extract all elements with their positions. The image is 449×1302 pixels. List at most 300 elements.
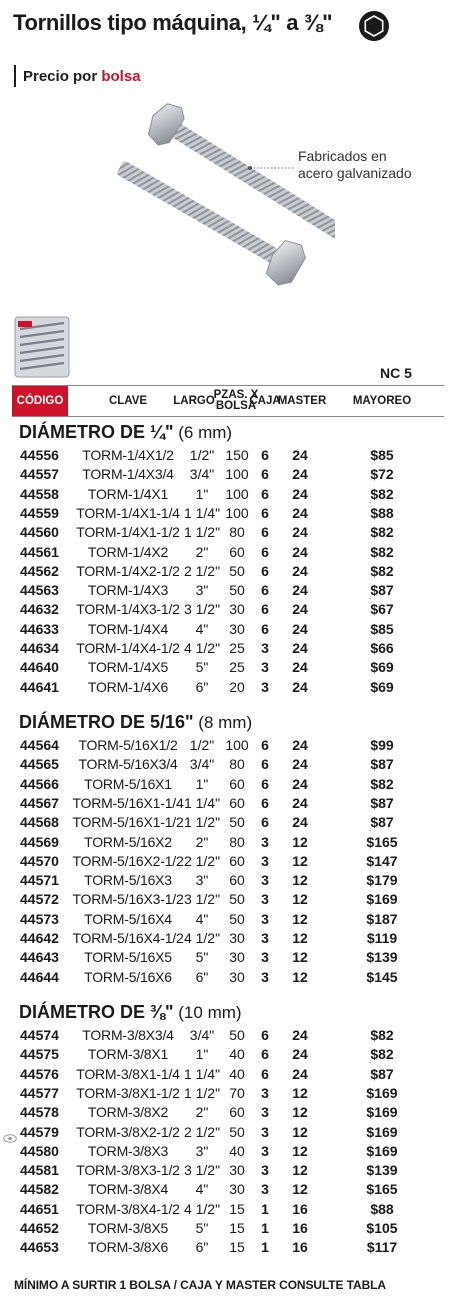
cell-codigo: 44575 xyxy=(20,1046,59,1063)
cell-clave: TORM-1/4X4-1/2 xyxy=(76,640,180,656)
cell-clave: TORM-3/8X1-1/2 xyxy=(76,1084,180,1101)
cell-pzas-bolsa: 40 xyxy=(229,1142,245,1159)
cell-codigo: 44557 xyxy=(20,466,59,483)
cell-master: 12 xyxy=(292,949,308,966)
cell-caja: 3 xyxy=(261,1162,269,1179)
header-mayoreo: MAYOREO xyxy=(352,394,412,407)
cell-pzas-bolsa: 100 xyxy=(225,466,249,483)
cell-master: 24 xyxy=(292,620,308,637)
table-row xyxy=(12,1045,444,1064)
cell-master: 24 xyxy=(292,1065,308,1082)
cell-largo: 4 1/2" xyxy=(183,640,221,656)
section-title: DIÁMETRO DE 5/16" (8 mm) xyxy=(19,712,253,732)
cell-master: 24 xyxy=(292,794,308,811)
cell-mayoreo: $119 xyxy=(366,930,398,946)
cell-caja: 3 xyxy=(261,1104,269,1121)
cell-clave: TORM-3/8X6 xyxy=(87,1239,169,1256)
cell-clave: TORM-5/16X3/4 xyxy=(78,756,178,773)
cell-clave: TORM-1/4X3 xyxy=(87,582,169,599)
cell-mayoreo: $88 xyxy=(370,504,394,521)
cell-pzas-bolsa: 60 xyxy=(229,852,245,869)
cell-caja: 3 xyxy=(261,891,269,908)
cell-caja: 3 xyxy=(261,1181,269,1198)
price-unit: bolsa xyxy=(101,67,141,85)
cell-caja: 3 xyxy=(261,968,269,985)
cell-largo: 3/4" xyxy=(189,466,215,483)
cell-master: 12 xyxy=(292,910,308,927)
cell-largo: 3" xyxy=(195,1142,209,1159)
cell-codigo: 44576 xyxy=(20,1065,59,1082)
cell-clave: TORM-1/4X4 xyxy=(87,620,169,637)
cell-master: 24 xyxy=(292,1027,308,1043)
table-row xyxy=(12,1026,444,1045)
cell-mayoreo: $82 xyxy=(370,524,394,541)
cell-pzas-bolsa: 30 xyxy=(229,1162,245,1179)
cell-largo: 5" xyxy=(195,949,209,966)
table-row xyxy=(12,813,444,832)
cell-largo: 3" xyxy=(195,582,209,599)
table-row xyxy=(12,1180,444,1199)
cell-mayoreo: $87 xyxy=(370,794,394,811)
cell-codigo: 44651 xyxy=(20,1200,59,1217)
cell-master: 24 xyxy=(292,756,308,773)
cell-pzas-bolsa: 100 xyxy=(225,737,249,753)
cell-mayoreo: $165 xyxy=(366,1181,398,1198)
table-row xyxy=(12,658,444,677)
cell-codigo: 44642 xyxy=(20,930,59,946)
cell-codigo: 44559 xyxy=(20,504,59,521)
cell-largo: 1 1/4" xyxy=(183,1065,221,1082)
table-row xyxy=(12,465,444,484)
table-row xyxy=(12,1142,444,1161)
cell-clave: TORM-1/4X3/4 xyxy=(82,466,174,483)
table-row xyxy=(12,910,444,929)
cell-codigo: 44571 xyxy=(20,872,59,889)
cell-caja: 6 xyxy=(261,562,269,579)
cell-caja: 6 xyxy=(261,756,269,773)
cell-largo: 2" xyxy=(195,833,209,850)
cell-mayoreo: $69 xyxy=(370,659,394,676)
cell-master: 24 xyxy=(292,640,308,656)
cell-mayoreo: $169 xyxy=(366,1123,398,1140)
cell-codigo: 44582 xyxy=(20,1181,59,1198)
cell-largo: 4 1/2" xyxy=(183,930,221,946)
table-row xyxy=(12,948,444,967)
cell-pzas-bolsa: 50 xyxy=(229,562,245,579)
cell-pzas-bolsa: 60 xyxy=(229,794,245,811)
cell-largo: 2 1/2" xyxy=(183,852,221,869)
cell-clave: TORM-1/4X6 xyxy=(87,678,169,695)
cell-mayoreo: $117 xyxy=(366,1239,398,1256)
cell-clave: TORM-5/16X1-1/2 xyxy=(72,814,184,831)
cell-mayoreo: $69 xyxy=(370,678,394,695)
cell-pzas-bolsa: 80 xyxy=(229,833,245,850)
cell-codigo: 44556 xyxy=(20,447,59,463)
cell-mayoreo: $82 xyxy=(370,562,394,579)
cell-clave: TORM-1/4X5 xyxy=(87,659,169,676)
cell-master: 24 xyxy=(292,543,308,560)
cell-clave: TORM-3/8X3/4 xyxy=(82,1027,174,1043)
cell-largo: 1 1/4" xyxy=(183,794,221,811)
cell-mayoreo: $82 xyxy=(370,1027,394,1043)
cell-codigo: 44572 xyxy=(20,891,59,908)
cell-mayoreo: $85 xyxy=(370,620,394,637)
cell-master: 24 xyxy=(292,485,308,502)
cell-clave: TORM-1/4X1 xyxy=(87,485,169,502)
cell-codigo: 44640 xyxy=(20,659,59,676)
cell-codigo: 44632 xyxy=(20,601,59,618)
table-row xyxy=(12,833,444,852)
table-row xyxy=(12,485,444,504)
cell-pzas-bolsa: 15 xyxy=(229,1220,245,1236)
cell-codigo: 44577 xyxy=(20,1084,59,1101)
cell-pzas-bolsa: 30 xyxy=(229,930,245,946)
cell-largo: 2" xyxy=(195,1104,209,1121)
cell-codigo: 44653 xyxy=(20,1239,59,1256)
cell-largo: 6" xyxy=(195,678,209,695)
cell-mayoreo: $82 xyxy=(370,485,394,502)
cell-largo: 1" xyxy=(195,775,209,792)
cell-caja: 3 xyxy=(261,1123,269,1140)
cell-caja: 6 xyxy=(261,1046,269,1063)
cell-pzas-bolsa: 50 xyxy=(229,891,245,908)
cell-master: 12 xyxy=(292,872,308,889)
cell-clave: TORM-5/16X1/2 xyxy=(78,737,178,753)
cell-caja: 6 xyxy=(261,737,269,753)
cell-clave: TORM-1/4X3-1/2 xyxy=(76,601,180,618)
cell-pzas-bolsa: 60 xyxy=(229,872,245,889)
cell-pzas-bolsa: 20 xyxy=(229,678,245,695)
cell-master: 16 xyxy=(292,1200,308,1217)
cell-mayoreo: $82 xyxy=(370,543,394,560)
cell-caja: 1 xyxy=(261,1239,269,1256)
cell-master: 24 xyxy=(292,678,308,695)
cell-clave: TORM-3/8X5 xyxy=(87,1220,169,1236)
page-title: Tornillos tipo máquina, ¼" a ⅜" xyxy=(13,10,333,35)
cell-largo: 1 1/2" xyxy=(183,1084,221,1101)
cell-codigo: 44641 xyxy=(20,678,59,695)
cell-caja: 3 xyxy=(261,640,269,656)
cell-codigo: 44561 xyxy=(20,543,59,560)
cell-largo: 3" xyxy=(195,872,209,889)
cell-master: 12 xyxy=(292,1084,308,1101)
cell-largo: 1/2" xyxy=(189,447,215,463)
cell-largo: 1/2" xyxy=(189,737,215,753)
cell-caja: 6 xyxy=(261,524,269,541)
cell-master: 24 xyxy=(292,582,308,599)
cell-caja: 3 xyxy=(261,949,269,966)
table-row xyxy=(12,1200,444,1219)
cell-codigo: 44560 xyxy=(20,524,59,541)
cell-master: 16 xyxy=(292,1239,308,1256)
cell-mayoreo: $187 xyxy=(366,910,398,927)
cell-largo: 3 1/2" xyxy=(183,891,221,908)
cell-codigo: 44574 xyxy=(20,1027,59,1043)
table-row xyxy=(12,504,444,523)
cell-mayoreo: $99 xyxy=(370,737,394,753)
cell-pzas-bolsa: 60 xyxy=(229,1104,245,1121)
cell-largo: 3 1/2" xyxy=(183,601,221,618)
cell-mayoreo: $169 xyxy=(366,1104,398,1121)
cell-caja: 6 xyxy=(261,775,269,792)
cell-mayoreo: $87 xyxy=(370,756,394,773)
cell-caja: 3 xyxy=(261,1142,269,1159)
cell-mayoreo: $87 xyxy=(370,814,394,831)
cell-mayoreo: $145 xyxy=(366,968,398,985)
cell-codigo: 44634 xyxy=(20,640,59,656)
cell-master: 24 xyxy=(292,601,308,618)
header-largo: LARGO xyxy=(173,394,215,407)
cell-mayoreo: $88 xyxy=(370,1200,394,1217)
table-row xyxy=(12,678,444,697)
cell-clave: TORM-5/16X2-1/2 xyxy=(72,852,184,869)
cell-pzas-bolsa: 15 xyxy=(229,1239,245,1256)
cell-pzas-bolsa: 30 xyxy=(229,620,245,637)
cell-largo: 3/4" xyxy=(189,756,215,773)
cell-caja: 6 xyxy=(261,1027,269,1043)
cell-pzas-bolsa: 15 xyxy=(229,1200,245,1217)
cell-pzas-bolsa: 30 xyxy=(229,601,245,618)
cell-master: 24 xyxy=(292,737,308,753)
cell-mayoreo: $87 xyxy=(370,582,394,599)
cell-caja: 6 xyxy=(261,447,269,463)
table-row xyxy=(12,543,444,562)
cell-caja: 6 xyxy=(261,543,269,560)
cell-largo: 2 1/2" xyxy=(183,562,221,579)
package-thumbnail xyxy=(12,315,72,379)
cell-largo: 4" xyxy=(195,620,209,637)
cell-caja: 3 xyxy=(261,872,269,889)
cell-largo: 1 1/2" xyxy=(183,524,221,541)
cell-pzas-bolsa: 60 xyxy=(229,775,245,792)
cell-master: 24 xyxy=(292,1046,308,1063)
cell-caja: 3 xyxy=(261,833,269,850)
cell-caja: 6 xyxy=(261,582,269,599)
cell-clave: TORM-3/8X2-1/2 xyxy=(76,1123,180,1140)
material-callout: Fabricados en acero galvanizado xyxy=(298,148,412,181)
cell-master: 12 xyxy=(292,891,308,908)
table-row xyxy=(12,755,444,774)
cell-largo: 4" xyxy=(195,1181,209,1198)
cell-caja: 1 xyxy=(261,1220,269,1236)
cell-pzas-bolsa: 80 xyxy=(229,524,245,541)
cell-caja: 6 xyxy=(261,504,269,521)
table-row xyxy=(12,736,444,755)
table-row xyxy=(12,581,444,600)
table-row xyxy=(12,1103,444,1122)
table-row xyxy=(12,890,444,909)
cell-clave: TORM-3/8X3 xyxy=(87,1142,169,1159)
cell-caja: 6 xyxy=(261,620,269,637)
cell-master: 12 xyxy=(292,968,308,985)
cell-mayoreo: $87 xyxy=(370,1065,394,1082)
cell-clave: TORM-3/8X1 xyxy=(87,1046,169,1063)
cell-pzas-bolsa: 80 xyxy=(229,756,245,773)
cell-clave: TORM-3/8X4 xyxy=(87,1181,169,1198)
cell-codigo: 44633 xyxy=(20,620,59,637)
cell-mayoreo: $169 xyxy=(366,1142,398,1159)
cell-pzas-bolsa: 150 xyxy=(225,447,249,463)
cell-clave: TORM-3/8X4-1/2 xyxy=(76,1200,180,1217)
cell-pzas-bolsa: 25 xyxy=(229,659,245,676)
cell-clave: TORM-5/16X5 xyxy=(84,949,172,966)
table-row xyxy=(12,871,444,890)
cell-codigo: 44568 xyxy=(20,814,59,831)
cell-pzas-bolsa: 30 xyxy=(229,949,245,966)
cell-pzas-bolsa: 100 xyxy=(225,504,249,521)
cell-pzas-bolsa: 40 xyxy=(229,1065,245,1082)
cell-master: 24 xyxy=(292,504,308,521)
cell-pzas-bolsa: 25 xyxy=(229,640,245,656)
cell-clave: TORM-5/16X4 xyxy=(84,910,172,927)
cell-largo: 3 1/2" xyxy=(183,1162,221,1179)
table-row xyxy=(12,968,444,987)
cell-master: 24 xyxy=(292,524,308,541)
eye-icon xyxy=(3,1134,17,1143)
divider xyxy=(14,65,16,87)
cell-codigo: 44567 xyxy=(20,794,59,811)
cell-codigo: 44566 xyxy=(20,775,59,792)
cell-codigo: 44579 xyxy=(20,1123,59,1140)
cell-mayoreo: $169 xyxy=(366,1084,398,1101)
cell-largo: 4" xyxy=(195,910,209,927)
header-pzas: PZAS. X BOLSA xyxy=(213,389,259,412)
cell-codigo: 44643 xyxy=(20,949,59,966)
cell-pzas-bolsa: 40 xyxy=(229,1046,245,1063)
cell-caja: 6 xyxy=(261,1065,269,1082)
cell-clave: TORM-5/16X2 xyxy=(84,833,172,850)
cell-clave: TORM-3/8X3-1/2 xyxy=(76,1162,180,1179)
cell-clave: TORM-5/16X4-1/2 xyxy=(72,930,184,946)
cell-codigo: 44573 xyxy=(20,910,59,927)
cell-caja: 1 xyxy=(261,1200,269,1217)
cell-master: 16 xyxy=(292,1220,308,1236)
cell-caja: 3 xyxy=(261,678,269,695)
cell-largo: 2" xyxy=(195,543,209,560)
cell-mayoreo: $139 xyxy=(366,949,398,966)
table-row xyxy=(12,775,444,794)
header-master: MASTER xyxy=(277,394,327,407)
table-row xyxy=(12,523,444,542)
cell-pzas-bolsa: 30 xyxy=(229,1181,245,1198)
cell-caja: 6 xyxy=(261,601,269,618)
cell-mayoreo: $147 xyxy=(366,852,398,869)
cell-master: 24 xyxy=(292,447,308,463)
cell-caja: 6 xyxy=(261,485,269,502)
cell-caja: 3 xyxy=(261,852,269,869)
cell-clave: TORM-5/16X1 xyxy=(84,775,172,792)
cell-master: 12 xyxy=(292,1142,308,1159)
cell-caja: 6 xyxy=(261,814,269,831)
cell-master: 12 xyxy=(292,852,308,869)
cell-master: 24 xyxy=(292,562,308,579)
cell-clave: TORM-1/4X1-1/4 xyxy=(76,504,180,521)
cell-mayoreo: $82 xyxy=(370,1046,394,1063)
cell-clave: TORM-3/8X1-1/4 xyxy=(76,1065,180,1082)
table-row xyxy=(12,1219,444,1238)
bolts-illustration xyxy=(100,95,335,325)
cell-clave: TORM-5/16X1-1/4 xyxy=(72,794,184,811)
footer-note: MÍNIMO A SURTIR 1 BOLSA / CAJA Y MASTER CONSULTE TABLA xyxy=(14,1278,386,1292)
cell-master: 12 xyxy=(292,930,308,946)
cell-mayoreo: $82 xyxy=(370,775,394,792)
cell-clave: TORM-1/4X1/2 xyxy=(82,447,174,463)
cell-codigo: 44652 xyxy=(20,1220,59,1236)
cell-codigo: 44563 xyxy=(20,582,59,599)
cell-largo: 1" xyxy=(195,1046,209,1063)
header-caja: CAJA xyxy=(249,394,281,407)
cell-mayoreo: $139 xyxy=(366,1162,398,1179)
cell-mayoreo: $179 xyxy=(366,872,398,889)
cell-caja: 3 xyxy=(261,1084,269,1101)
cell-master: 24 xyxy=(292,814,308,831)
cell-pzas-bolsa: 50 xyxy=(229,582,245,599)
table-header xyxy=(12,385,444,417)
cell-master: 12 xyxy=(292,833,308,850)
cell-clave: TORM-1/4X1-1/2 xyxy=(76,524,180,541)
cell-largo: 3/4" xyxy=(189,1027,215,1043)
table-row xyxy=(12,794,444,813)
cell-mayoreo: $165 xyxy=(366,833,398,850)
cell-codigo: 44565 xyxy=(20,756,59,773)
table-row xyxy=(12,600,444,619)
cell-mayoreo: $169 xyxy=(366,891,398,908)
cell-largo: 1 1/2" xyxy=(183,814,221,831)
price-prefix: Precio por xyxy=(23,67,102,85)
table-row xyxy=(12,1084,444,1103)
cell-caja: 3 xyxy=(261,659,269,676)
cell-master: 24 xyxy=(292,466,308,483)
cell-pzas-bolsa: 50 xyxy=(229,1123,245,1140)
table-row xyxy=(12,562,444,581)
header-codigo: CÓDIGO xyxy=(12,386,68,416)
table-row xyxy=(12,1123,444,1142)
cell-clave: TORM-5/16X3 xyxy=(84,872,172,889)
cell-clave: TORM-1/4X2 xyxy=(87,543,169,560)
cell-largo: 1 1/4" xyxy=(183,504,221,521)
cell-clave: TORM-5/16X3-1/2 xyxy=(72,891,184,908)
cell-largo: 5" xyxy=(195,659,209,676)
cell-pzas-bolsa: 50 xyxy=(229,910,245,927)
cell-largo: 4 1/2" xyxy=(183,1200,221,1217)
cell-master: 24 xyxy=(292,775,308,792)
cell-mayoreo: $72 xyxy=(370,466,394,483)
header-clave: CLAVE xyxy=(108,394,148,407)
cell-largo: 2 1/2" xyxy=(183,1123,221,1140)
nc-label: NC 5 xyxy=(380,365,412,381)
cell-codigo: 44580 xyxy=(20,1142,59,1159)
cell-codigo: 44644 xyxy=(20,968,59,985)
cell-largo: 6" xyxy=(195,968,209,985)
cell-largo: 1" xyxy=(195,485,209,502)
cell-pzas-bolsa: 100 xyxy=(225,485,249,502)
cell-codigo: 44570 xyxy=(20,852,59,869)
table-row xyxy=(12,1065,444,1084)
cell-master: 12 xyxy=(292,1162,308,1179)
section-title: DIÁMETRO DE ¼" (6 mm) xyxy=(19,422,233,442)
cell-mayoreo: $67 xyxy=(370,601,394,618)
cell-clave: TORM-3/8X2 xyxy=(87,1104,169,1121)
cell-codigo: 44581 xyxy=(20,1162,59,1179)
cell-master: 24 xyxy=(292,659,308,676)
price-unit-line xyxy=(14,64,141,88)
cell-caja: 6 xyxy=(261,794,269,811)
cell-mayoreo: $85 xyxy=(370,447,394,463)
cell-clave: TORM-5/16X6 xyxy=(84,968,172,985)
cell-pzas-bolsa: 70 xyxy=(229,1084,245,1101)
cell-mayoreo: $66 xyxy=(370,640,394,656)
cell-clave: TORM-1/4X2-1/2 xyxy=(76,562,180,579)
